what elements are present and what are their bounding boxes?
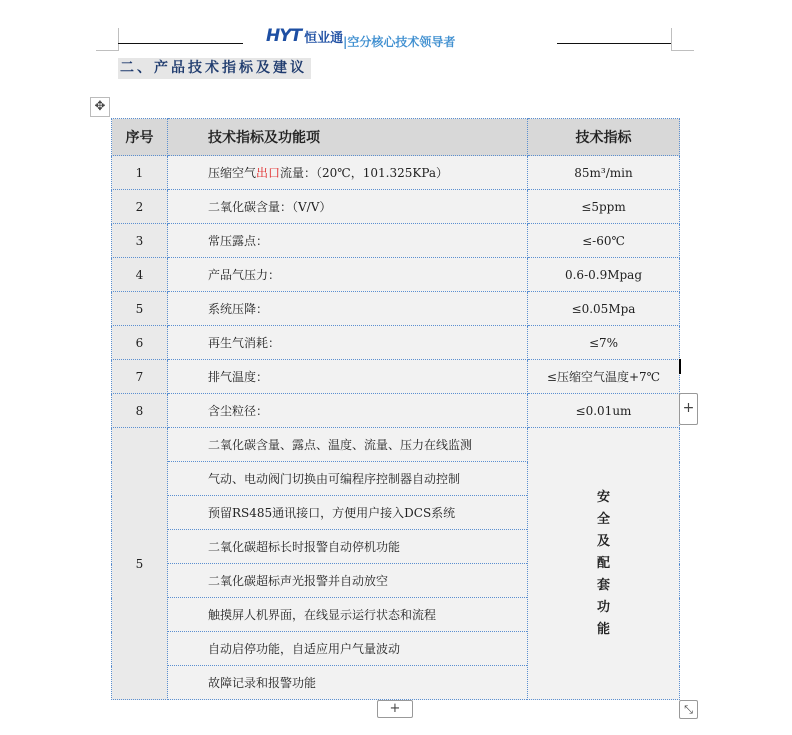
row-item-highlight: 出口 bbox=[256, 166, 281, 180]
row-item[interactable]: 含尘粒径： bbox=[168, 394, 528, 428]
table-row bbox=[112, 258, 680, 292]
group-item[interactable]: 触摸屏人机界面，在线显示运行状态和流程 bbox=[168, 598, 528, 632]
row-value[interactable]: ≤压缩空气温度+7℃ bbox=[528, 360, 680, 394]
add-column-button[interactable]: + bbox=[679, 393, 698, 425]
text-cursor bbox=[679, 359, 681, 374]
row-item[interactable]: 产品气压力： bbox=[168, 258, 528, 292]
row-no[interactable]: 2 bbox=[112, 190, 168, 224]
table-row bbox=[112, 156, 680, 190]
header-no: 序号 bbox=[112, 119, 168, 156]
row-value[interactable]: ≤0.01um bbox=[528, 394, 680, 428]
header-rule-right bbox=[557, 43, 671, 44]
row-item[interactable]: 再生气消耗： bbox=[168, 326, 528, 360]
table-row bbox=[112, 326, 680, 360]
header-value: 技术指标 bbox=[528, 119, 680, 156]
row-item-text: 流量：（20℃，101.325KPa） bbox=[280, 166, 449, 180]
group-item[interactable]: 预留RS485通讯接口，方便用户接入DCS系统 bbox=[168, 496, 528, 530]
row-no[interactable]: 4 bbox=[112, 258, 168, 292]
page-corner-mark-right bbox=[671, 28, 694, 51]
row-value[interactable]: ≤0.05Mpa bbox=[528, 292, 680, 326]
row-no[interactable]: 3 bbox=[112, 224, 168, 258]
table-row bbox=[112, 224, 680, 258]
logo-brand: 恒业通 bbox=[304, 30, 344, 46]
spec-table[interactable] bbox=[111, 118, 680, 700]
row-value[interactable]: 0.6-0.9Mpag bbox=[528, 258, 680, 292]
company-logo bbox=[266, 26, 343, 46]
row-no[interactable]: 7 bbox=[112, 360, 168, 394]
row-value[interactable]: ≤-60℃ bbox=[528, 224, 680, 258]
group-item[interactable]: 二氧化碳含量、露点、温度、流量、压力在线监测 bbox=[168, 428, 528, 462]
group-item[interactable]: 二氧化碳超标声光报警并自动放空 bbox=[168, 564, 528, 598]
group-item[interactable]: 故障记录和报警功能 bbox=[168, 666, 528, 700]
add-row-button[interactable]: + bbox=[377, 700, 413, 718]
row-item[interactable] bbox=[168, 156, 528, 190]
row-no[interactable]: 8 bbox=[112, 394, 168, 428]
table-row bbox=[112, 428, 680, 462]
section-heading: 二、产品技术指标及建议 bbox=[118, 58, 311, 79]
group-no[interactable]: 5 bbox=[112, 428, 168, 700]
logo-mark: HYT bbox=[266, 26, 302, 46]
group-item[interactable]: 自动启停功能，自适应用户气量波动 bbox=[168, 632, 528, 666]
row-value[interactable]: ≤5ppm bbox=[528, 190, 680, 224]
row-item[interactable]: 二氧化碳含量：（V/V） bbox=[168, 190, 528, 224]
row-no[interactable]: 6 bbox=[112, 326, 168, 360]
row-item[interactable]: 常压露点： bbox=[168, 224, 528, 258]
row-item[interactable]: 排气温度： bbox=[168, 360, 528, 394]
row-item[interactable]: 系统压降： bbox=[168, 292, 528, 326]
group-item[interactable]: 气动、电动阀门切换由可编程序控制器自动控制 bbox=[168, 462, 528, 496]
row-no[interactable]: 5 bbox=[112, 292, 168, 326]
table-header-row bbox=[112, 119, 680, 156]
table-row bbox=[112, 190, 680, 224]
row-value[interactable]: ≤7% bbox=[528, 326, 680, 360]
move-icon[interactable]: ✥ bbox=[90, 97, 110, 117]
group-value-text: 安全及配套功能 bbox=[596, 489, 610, 637]
table-row bbox=[112, 394, 680, 428]
row-no[interactable]: 1 bbox=[112, 156, 168, 190]
group-value[interactable] bbox=[528, 428, 680, 700]
resize-icon[interactable]: ⤡ bbox=[679, 700, 698, 719]
table-row bbox=[112, 360, 680, 394]
header-item: 技术指标及功能项 bbox=[168, 119, 528, 156]
header-rule-left bbox=[118, 43, 243, 44]
header-slogan: |空分核心技术领导者 bbox=[343, 35, 456, 49]
page-corner-mark-left bbox=[96, 28, 119, 51]
row-value[interactable]: 85m³/min bbox=[528, 156, 680, 190]
table-row bbox=[112, 292, 680, 326]
group-item[interactable]: 二氧化碳超标长时报警自动停机功能 bbox=[168, 530, 528, 564]
row-item-text: 压缩空气 bbox=[208, 166, 257, 180]
